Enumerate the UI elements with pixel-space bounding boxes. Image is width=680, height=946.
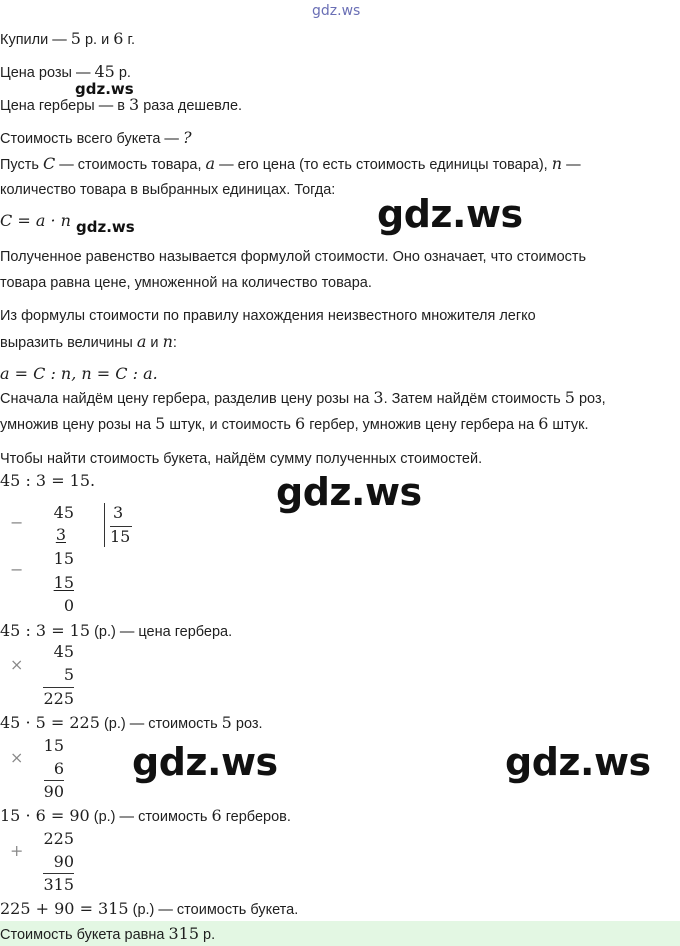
watermark-big-3: gdz.ws (132, 740, 278, 784)
division-remainder-1: 15 (53, 549, 74, 568)
add-term-a: 225 (43, 829, 74, 848)
mult1-factor-b: 5 (63, 665, 74, 684)
mult2-sign: × (10, 748, 24, 767)
watermark-small-1: gdz.ws (75, 80, 134, 98)
formula-cost: C = a · n (0, 211, 71, 230)
division-remainder-2: 0 (63, 596, 74, 615)
add-sign: + (10, 841, 24, 860)
mult2-factor-b: 6 (53, 759, 64, 778)
mult1-factor-a: 45 (53, 642, 74, 661)
mult1-sign: × (10, 655, 24, 674)
theory-line-6: выразить величины a и n: (0, 332, 177, 351)
mult2-result: 90 (43, 782, 64, 801)
theory-line-3: Полученное равенство называется формулой стоимости. Оно означает, что стоимость (0, 249, 587, 265)
given-total-cost: Стоимость всего букета — ? (0, 128, 192, 147)
mult1-result: 225 (43, 689, 74, 708)
division-minus-2: − (10, 560, 24, 579)
watermark-top: gdz.ws (312, 3, 361, 19)
given-rose-price: Цена розы — 45 р. (0, 62, 131, 81)
given-gerbera-price: Цена герберы — в 3 раза дешевле. (0, 95, 243, 114)
theory-line-2: количество товара в выбранных единицах. Тогда: (0, 182, 336, 198)
division-dividend: 45 (53, 503, 74, 522)
division-subtract-1: 3 (55, 525, 66, 544)
plan-line-2: умножив цену розы на 5 штук, и стоимость 6 гербер, умножив цену гербера на 6 штук. (0, 414, 589, 433)
step-bouquet-cost: 225 + 90 = 315 (р.) — стоимость букета. (0, 899, 299, 918)
step-roses-cost: 45 · 5 = 225 (р.) — стоимость 5 роз. (0, 713, 263, 732)
theory-line-5: Из формулы стоимости по правилу нахождения неизвестного множителя легко (0, 308, 536, 324)
step-gerbera-price: 45 : 3 = 15 (р.) — цена гербера. (0, 621, 233, 640)
theory-line-1: Пусть C — стоимость товара, a — его цена (то есть стоимость единицы товара), n — (0, 154, 581, 173)
add-term-b: 90 (53, 852, 74, 871)
division-expression: 45 : 3 = 15. (0, 471, 96, 490)
add-result: 315 (43, 875, 74, 894)
step-gerberas-cost: 15 · 6 = 90 (р.) — стоимость 6 герберов. (0, 806, 291, 825)
formula-price-quantity: a = C : n, n = C : a. (0, 364, 158, 383)
plan-line-1: Сначала найдём цену гербера, разделив цену розы на 3. Затем найдём стоимость 5 роз, (0, 388, 606, 407)
watermark-big-4: gdz.ws (505, 740, 651, 784)
division-bar-vertical (104, 503, 105, 547)
division-minus-1: − (10, 513, 24, 532)
watermark-big-1: gdz.ws (377, 192, 523, 236)
division-divisor: 3 (113, 503, 124, 522)
answer-line: Стоимость букета равна 315 р. (0, 924, 216, 943)
mult2-factor-a: 15 (43, 736, 64, 755)
watermark-big-2: gdz.ws (276, 470, 422, 514)
division-subtract-2: 15 (53, 573, 74, 592)
plan-line-3: Чтобы найти стоимость букета, найдём сумму полученных стоимостей. (0, 451, 483, 467)
division-quotient: 15 (110, 527, 131, 546)
given-bought: Купили — 5 р. и 6 г. (0, 29, 135, 48)
watermark-small-2: gdz.ws (76, 218, 135, 236)
theory-line-4: товара равна цене, умноженной на количество товара. (0, 275, 372, 291)
